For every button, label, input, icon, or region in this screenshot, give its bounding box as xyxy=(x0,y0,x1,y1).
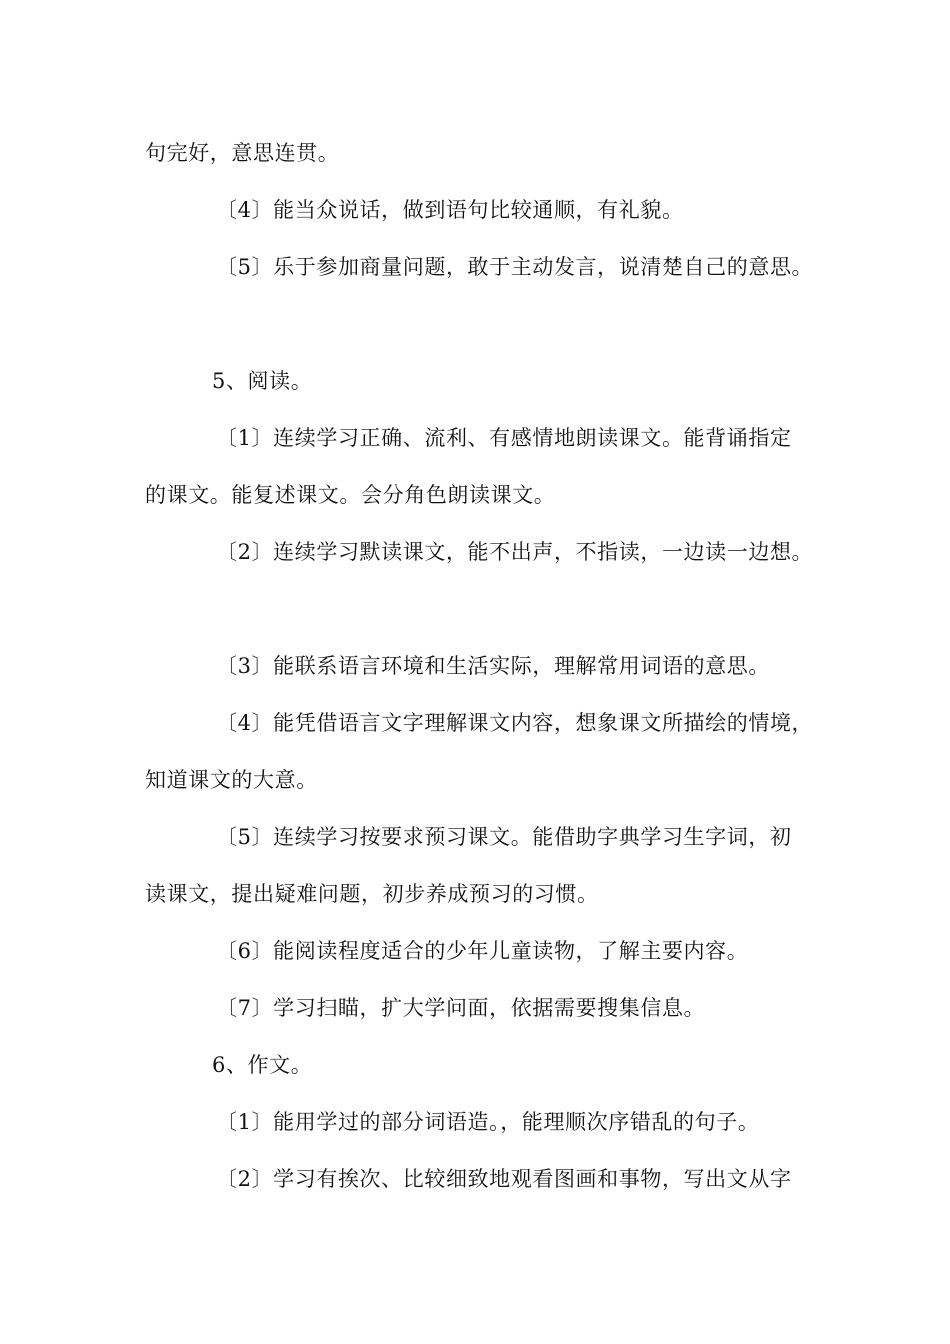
text-line-continuation: 的课文。能复述课文。会分角色朗读课文。 xyxy=(145,483,556,507)
list-item-3-vocabulary: 〔3〕能联系语言环境和生活实际，理解常用词语的意思。 xyxy=(216,654,770,678)
list-item-5-discussion: 〔5〕乐于参加商量问题，敢于主动发言，说清楚自己的意思。 xyxy=(216,255,814,279)
text-line-continuation: 句完好，意思连贯。 xyxy=(145,141,340,165)
section-heading-reading: 5、阅读。 xyxy=(212,369,313,393)
list-item-7-browsing: 〔7〕学习扫瞄，扩大学问面，依据需要搜集信息。 xyxy=(216,996,706,1020)
list-item-2-silent-reading: 〔2〕连续学习默读课文，能不出声，不指读，一边读一边想。 xyxy=(216,540,814,564)
list-item-6-children-reading: 〔6〕能阅读程度适合的少年儿童读物，了解主要内容。 xyxy=(216,939,749,963)
list-item-1-reading-aloud: 〔1〕连续学习正确、流利、有感情地朗读课文。能背诵指定 xyxy=(216,426,792,450)
list-item-1-sentence-making: 〔1〕能用学过的部分词语造。，能理顺次序错乱的句子。 xyxy=(216,1110,760,1134)
list-item-2-observation: 〔2〕学习有挨次、比较细致地观看图画和事物，写出文从字 xyxy=(216,1167,792,1191)
list-item-4-speaking: 〔4〕能当众说话，做到语句比较通顺，有礼貌。 xyxy=(216,198,684,222)
list-item-4-comprehension: 〔4〕能凭借语言文字理解课文内容，想象课文所描绘的情境， xyxy=(216,711,814,735)
text-line-continuation: 读课文，提出疑难问题，初步养成预习的习惯。 xyxy=(145,882,599,906)
text-line-continuation: 知道课文的大意。 xyxy=(145,768,318,792)
section-heading-writing: 6、作文。 xyxy=(212,1053,313,1077)
list-item-5-preview: 〔5〕连续学习按要求预习课文。能借助字典学习生字词，初 xyxy=(216,825,792,849)
